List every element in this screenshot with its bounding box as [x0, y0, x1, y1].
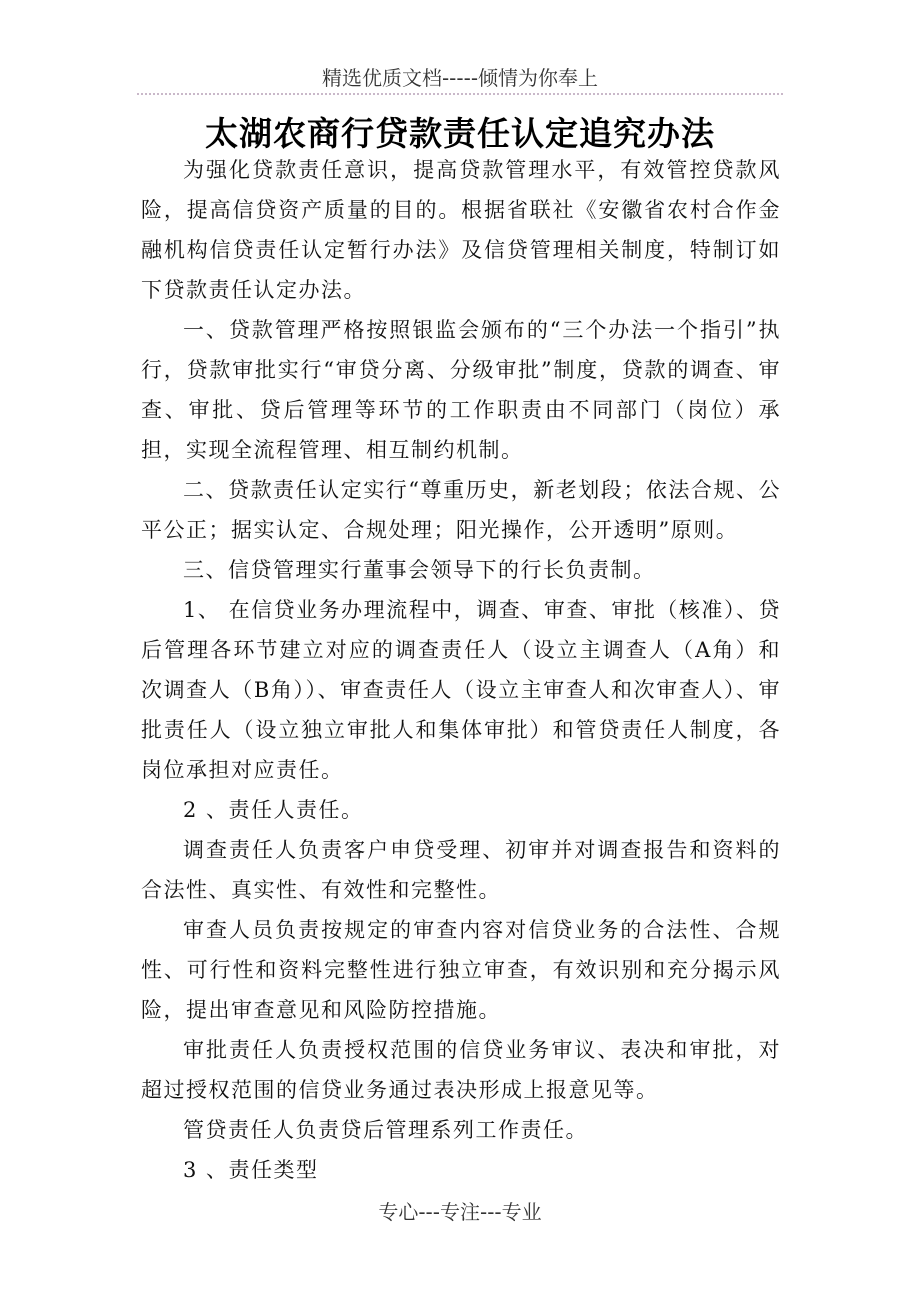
header-divider	[137, 93, 783, 95]
paragraph-item-2: 2 、责任人责任。	[183, 798, 364, 822]
paragraph-item-3: 3 、责任类型	[183, 1158, 319, 1182]
page-header: 精选优质文档-----倾情为你奉上	[321, 66, 599, 90]
paragraph-approval-duty: 审批责任人负责授权范围的信贷业务审议、表决和审批，对超过授权范围的信贷业务通过表决形成上报意见等。	[141, 1038, 781, 1102]
paragraph-section-3: 三、信贷管理实行董事会领导下的行长负责制。	[183, 558, 656, 582]
paragraph-intro: 为强化贷款责任意识，提高贷款管理水平，有效管控贷款风险，提高信贷资产质量的目的。根据省联社《安徽省农村合作金融机构信贷责任认定暂行办法》及信贷管理相关制度，特制订如下贷款责任认定办法。	[141, 158, 781, 302]
paragraph-section-1: 一、贷款管理严格按照银监会颁布的“三个办法一个指引”执行，贷款审批实行“审贷分离、分级审批”制度，贷款的调查、审查、审批、贷后管理等环节的工作职责由不同部门（岗位）承担，实现全流程管理、相互制约机制。	[141, 318, 781, 462]
page-footer: 专心---专注---专业	[378, 1200, 542, 1224]
paragraph-section-2: 二、贷款责任认定实行“尊重历史，新老划段；依法合规、公平公正；据实认定、合规处理；阳光操作，公开透明”原则。	[141, 478, 781, 542]
document-body	[141, 150, 781, 1190]
document-title: 太湖农商行贷款责任认定追究办法	[205, 114, 715, 153]
paragraph-survey-duty: 调查责任人负责客户申贷受理、初审并对调查报告和资料的合法性、真实性、有效性和完整性。	[141, 838, 781, 902]
paragraph-review-duty: 审查人员负责按规定的审查内容对信贷业务的合法性、合规性、可行性和资料完整性进行独立审查，有效识别和充分揭示风险，提出审查意见和风险防控措施。	[141, 918, 781, 1022]
paragraph-item-1: 1、 在信贷业务办理流程中，调查、审查、审批（核准）、贷后管理各环节建立对应的调查责任人（设立主调查人（A角）和次调查人（B角））、审查责任人（设立主审查人和次审查人）、审批责任人（设立独立审批人和集体审批）和管贷责任人制度，各岗位承担对应责任。	[141, 598, 781, 782]
paragraph-management-duty: 管贷责任人负责贷后管理系列工作责任。	[183, 1118, 588, 1142]
